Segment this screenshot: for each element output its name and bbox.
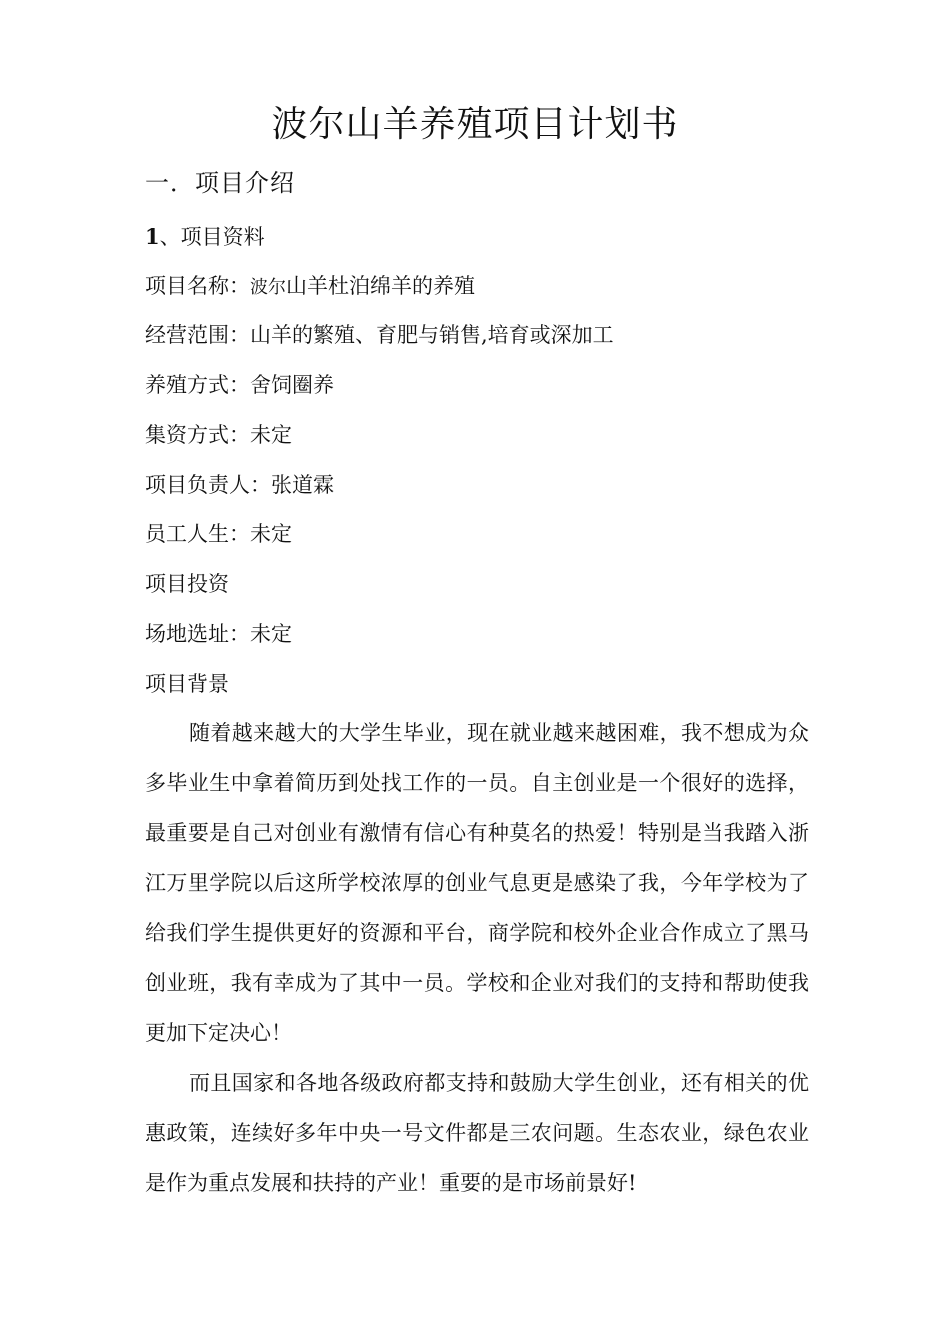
sub-heading-number: 1 — [145, 224, 160, 249]
field-background: 项目背景 — [145, 672, 229, 696]
sub-heading-text: 、项目资料 — [159, 225, 265, 249]
document-title: 波尔山羊养殖项目计划书 — [271, 104, 679, 145]
background-paragraph-2: 而且国家和各地各级政府都支持和鼓励大学生创业，还有相关的优惠政策，连续好多年中央一号文件都是三农问题。生态农业，绿色农业是作为重点发展和扶持的产业！重要的是市场前景好! — [145, 1071, 809, 1195]
section-heading: 一．项目介绍 — [145, 169, 295, 197]
field-funding-method: 集资方式：未定 — [145, 423, 292, 447]
field-investment: 项目投资 — [145, 572, 229, 596]
field-project-name — [145, 271, 475, 303]
field-business-scope: 经营范围：山羊的繁殖、育肥与销售,培育或深加工 — [145, 323, 614, 347]
project-name-value: 山羊杜泊绵羊的养殖 — [286, 274, 475, 298]
project-name-label: 项目名称： — [145, 274, 250, 298]
project-name-prefix: 波尔 — [250, 277, 286, 298]
field-project-owner: 项目负责人：张道霖 — [145, 473, 334, 497]
sub-heading — [145, 222, 265, 252]
field-staff: 员工人生：未定 — [145, 522, 292, 546]
field-site-selection: 场地选址：未定 — [145, 622, 292, 646]
field-breeding-method: 养殖方式：舍饲圈养 — [145, 373, 334, 397]
background-paragraph-1: 随着越来越大的大学生毕业，现在就业越来越困难，我不想成为众多毕业生中拿着简历到处找工作的一员。自主创业是一个很好的选择，最重要是自己对创业有激情有信心有种莫名的热爱！特别是当我踏入浙江万里学院以后这所学校浓厚的创业气息更是感染了我，今年学校为了给我们学生提供更好的资源和平台，商学院和校外企业合作成立了黑马创业班，我有幸成为了其中一员。学校和企业对我们的支持和帮助使我更加下定决心！ — [145, 721, 809, 1045]
